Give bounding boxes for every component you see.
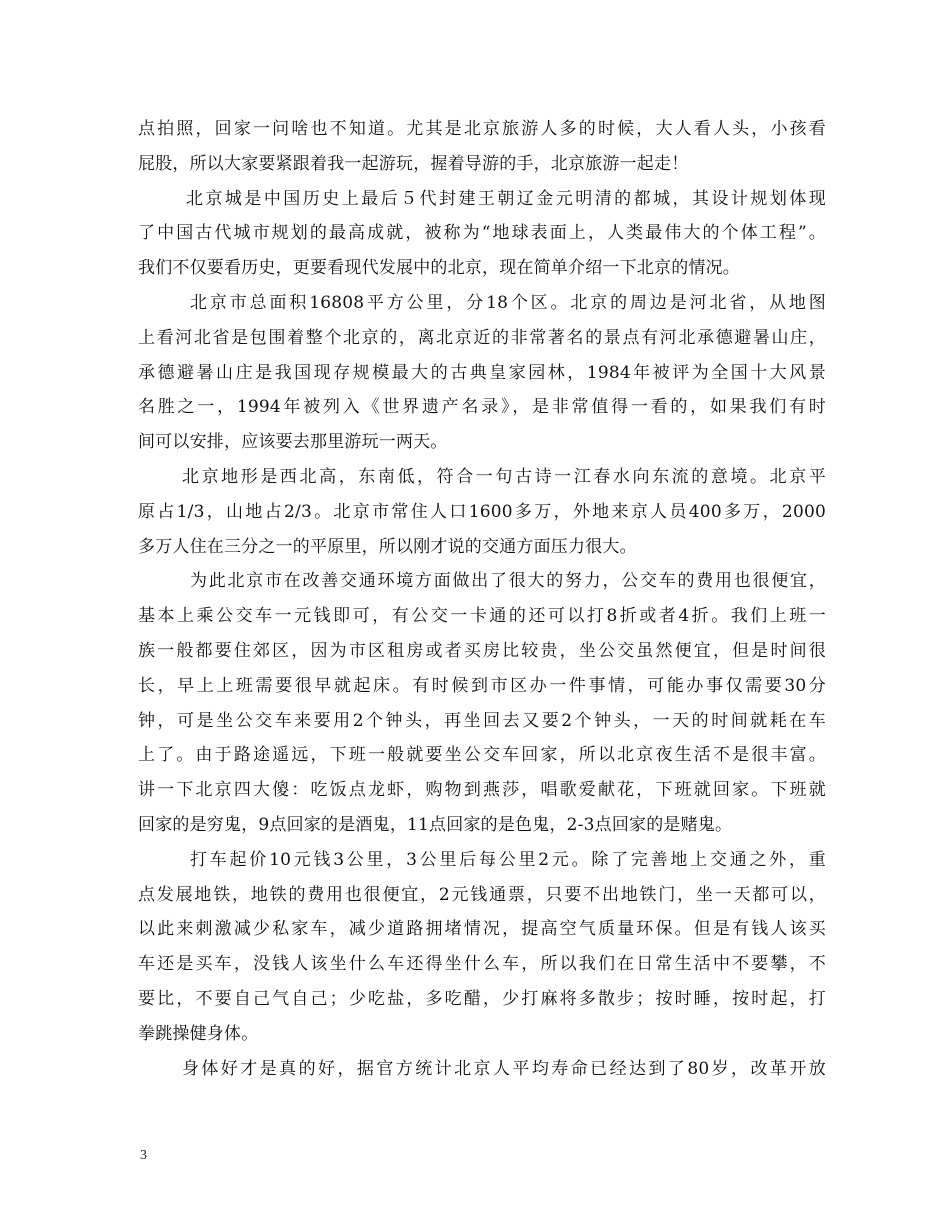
text-line: 承德避暑山庄是我国现存规模最大的古典皇家园林，1984年被评为全国十大风景 <box>138 362 826 383</box>
text-line: 以此来刺激减少私家车，减少道路拥堵情况，提高空气质量环保。但是有钱人该买 <box>138 919 826 940</box>
text-line: 车还是买车，没钱人该坐什么车还得坐什么车，所以我们在日常生活中不要攀，不 <box>138 954 826 975</box>
text-line: 基本上乘公交车一元钱即可，有公交一卡通的还可以打8折或者4折。我们上班一 <box>138 606 826 627</box>
text-line: 身体好才是真的好，据官方统计北京人平均寿命已经达到了80岁，改革开放 <box>182 1058 826 1079</box>
text-line: 屁股，所以大家要紧跟着我一起游玩，握着导游的手，北京旅游一起走！ <box>138 153 689 174</box>
text-line: 钟，可是坐公交车来要用2个钟头，再坐回去又要2个钟头，一天的时间就耗在车 <box>138 710 826 731</box>
text-line: 原占1/3，山地占2/3。北京市常住人口1600多万，外地来京人员400多万，2000 <box>138 501 826 522</box>
text-line: 了中国古代城市规划的最高成就，被称为“地球表面上，人类最伟大的个体工程”。 <box>138 223 826 244</box>
text-line: 间可以安排，应该要去那里游玩一两天。 <box>138 432 448 453</box>
text-line: 要比，不要自己气自己；少吃盐，多吃醋，少打麻将多散步；按时睡，按时起，打 <box>138 988 826 1009</box>
text-line: 名胜之一，1994年被列入《世界遗产名录》，是非常值得一看的，如果我们有时 <box>138 397 826 418</box>
text-line: 北京地形是西北高，东南低，符合一句古诗一江春水向东流的意境。北京平 <box>182 466 826 487</box>
text-line: 上了。由于路途遥远，下班一般就要坐公交车回家，所以北京夜生活不是很丰富。 <box>138 745 826 766</box>
text-line: 我们不仅要看历史，更要看现代发展中的北京，现在简单介绍一下北京的情况。 <box>138 258 740 279</box>
text-line: 上看河北省是包围着整个北京的，离北京近的非常著名的景点有河北承德避暑山庄， <box>138 327 826 348</box>
text-line: 多万人住在三分之一的平原里，所以刚才说的交通方面压力很大。 <box>138 536 637 557</box>
text-line: 北京城是中国历史上最后５代封建王朝辽金元明清的都城，其设计规划体现 <box>186 188 826 209</box>
text-line: 长，早上上班需要很早就起床。有时候到市区办一件事情，可能办事仅需要30分 <box>138 675 826 696</box>
text-line: 族一般都要住郊区，因为市区租房或者买房比较贵，坐公交虽然便宜，但是时间很 <box>138 640 826 661</box>
text-line: 点发展地铁，地铁的费用也很便宜，2元钱通票，只要不出地铁门，坐一天都可以， <box>138 884 826 905</box>
text-line: 北京市总面积16808平方公里，分18个区。北京的周边是河北省，从地图 <box>190 292 826 313</box>
text-line: 回家的是穷鬼，9点回家的是酒鬼，11点回家的是色鬼，2-3点回家的是赌鬼。 <box>138 814 733 835</box>
text-line: 点拍照，回家一问啥也不知道。尤其是北京旅游人多的时候，大人看人头，小孩看 <box>138 119 826 139</box>
text-line: 为此北京市在改善交通环境方面做出了很大的努力，公交车的费用也很便宜， <box>190 571 826 592</box>
body-text <box>138 112 826 1086</box>
page-number: 3 <box>140 1148 147 1163</box>
text-line: 打车起价10元钱3公里，3公里后每公里2元。除了完善地上交通之外，重 <box>190 849 826 870</box>
text-line: 讲一下北京四大傻：吃饭点龙虾，购物到燕莎，唱歌爱献花，下班就回家。下班就 <box>138 780 826 801</box>
text-line: 拳跳操健身体。 <box>138 1023 259 1044</box>
